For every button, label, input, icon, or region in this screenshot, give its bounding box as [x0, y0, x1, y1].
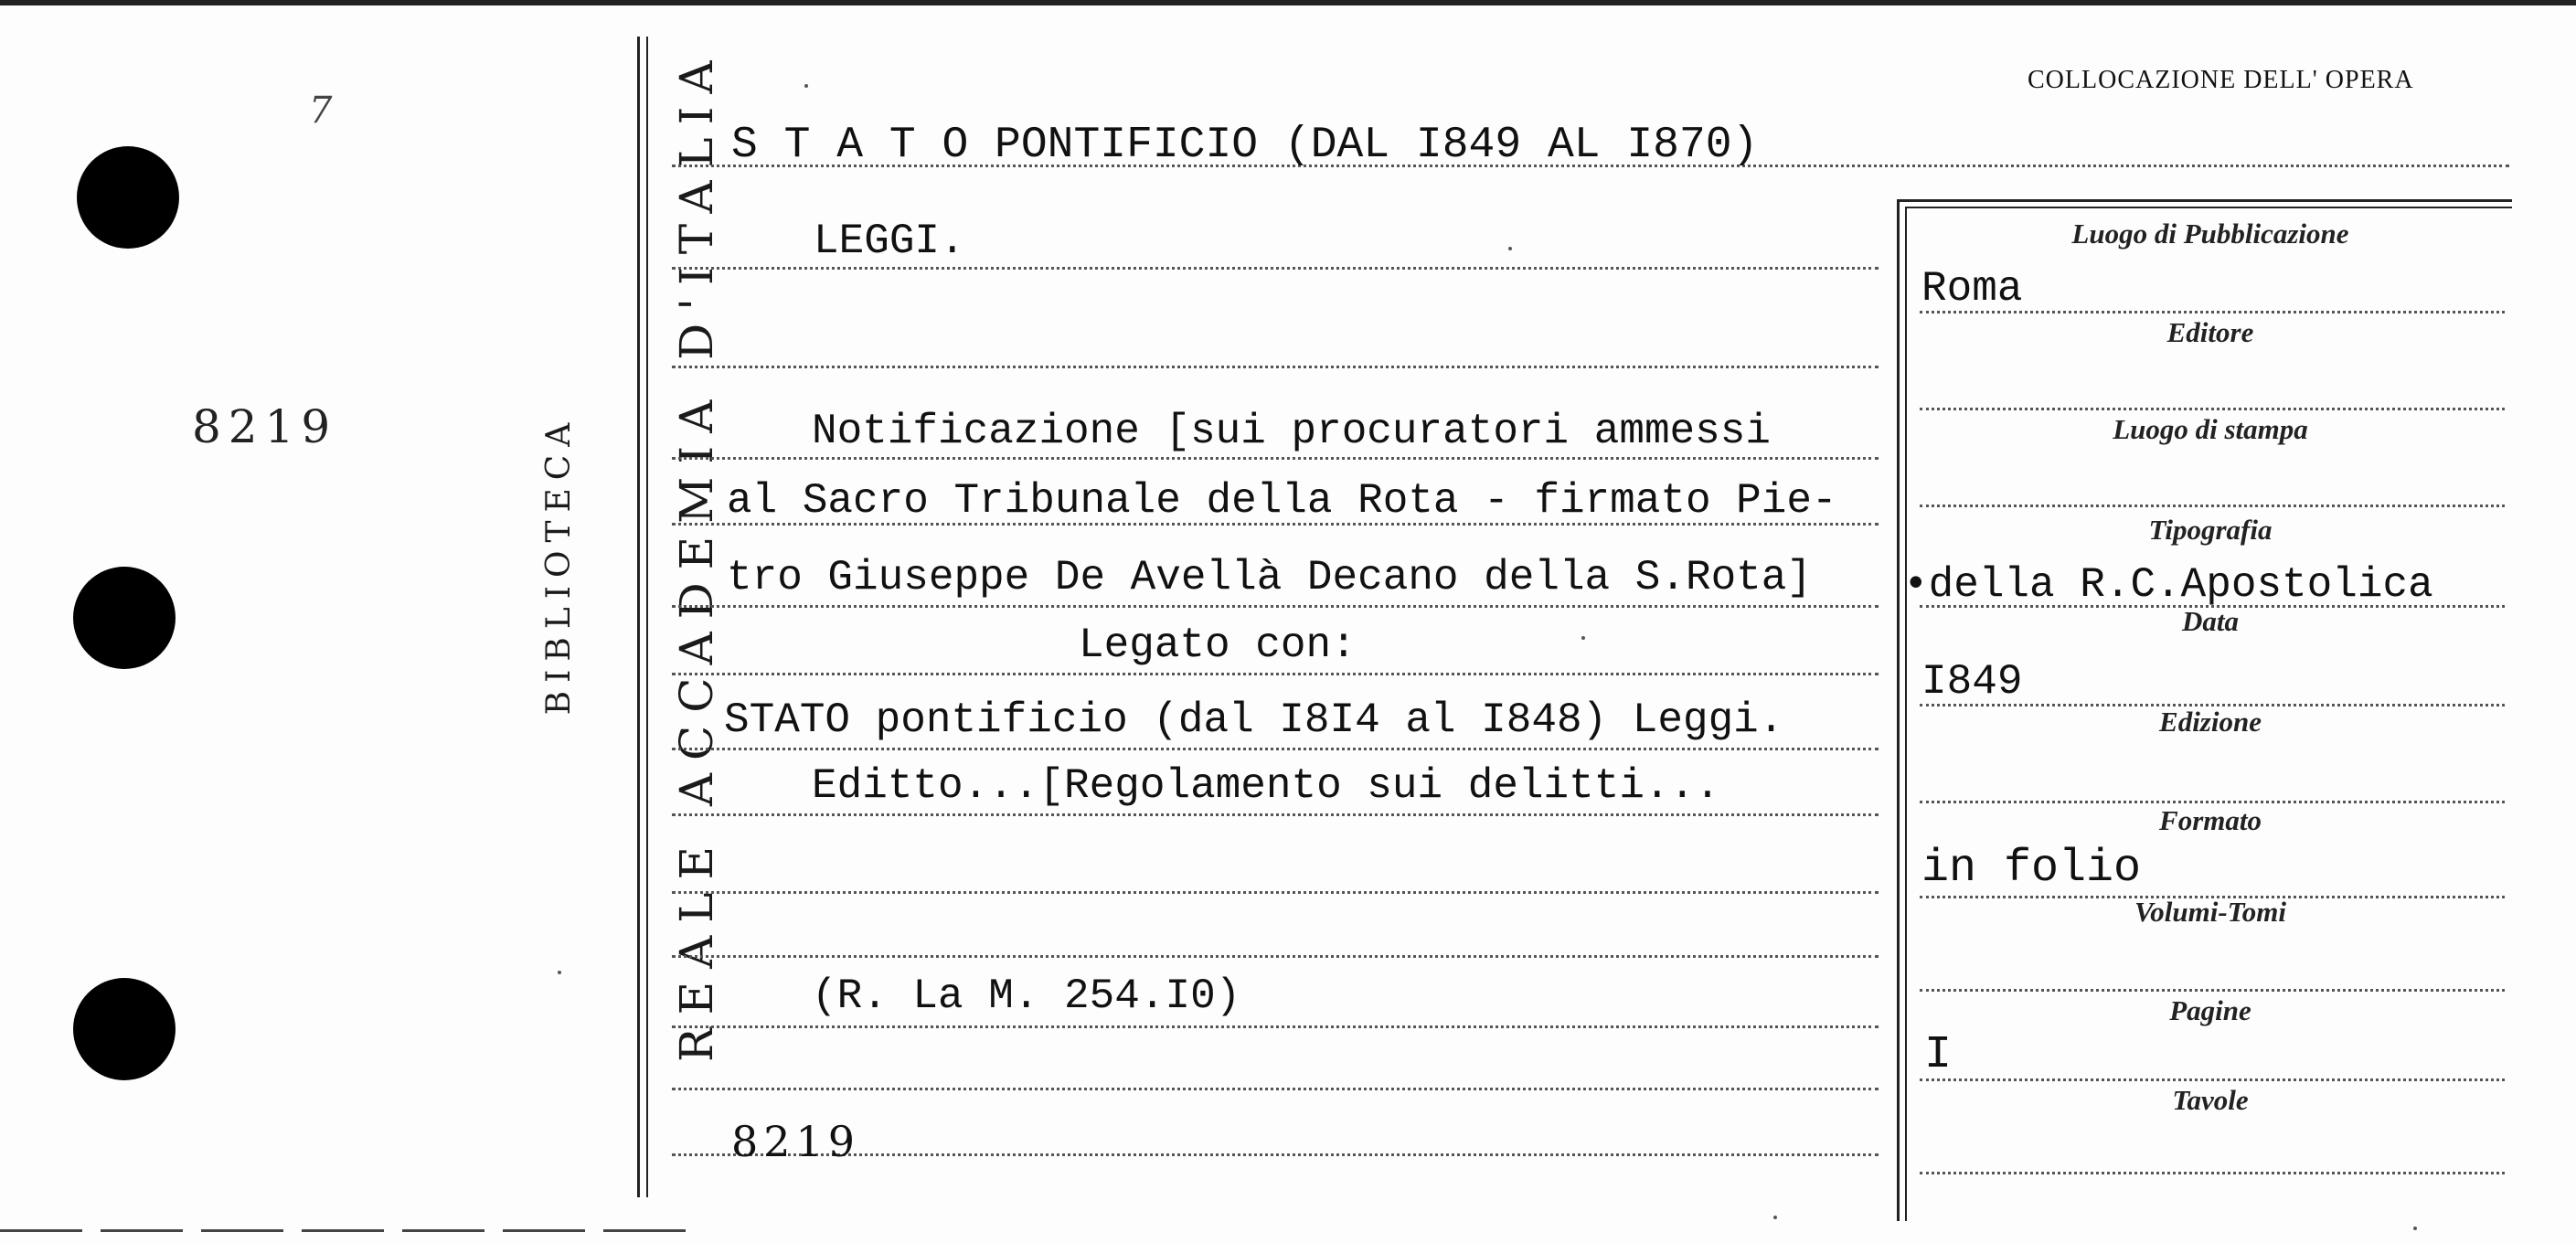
- paper-speck: [558, 971, 561, 974]
- data-label: Data: [2182, 605, 2239, 637]
- field-line: [1920, 1078, 2505, 1081]
- description-line: Legato con:: [1079, 622, 1357, 669]
- luogo-pubblicazione-value: Roma: [1921, 265, 2023, 313]
- description-line: Notificazione [sui procuratori ammessi: [812, 408, 1771, 455]
- subheading-entry: LEGGI.: [814, 218, 965, 265]
- edizione-label: Edizione: [2159, 706, 2262, 738]
- divider-line: [637, 37, 640, 1197]
- pagine-label: Pagine: [2169, 994, 2251, 1026]
- ruled-line: [672, 748, 1879, 750]
- bottom-inventory-number: 8219: [731, 1117, 861, 1166]
- editore-label: Editore: [2166, 316, 2254, 348]
- luogo-stampa-label: Luogo di stampa: [2113, 413, 2308, 445]
- shelfmark: (R. La M. 254.I0): [812, 972, 1241, 1020]
- field-line: [1920, 801, 2505, 803]
- field-line: [1920, 989, 2505, 992]
- library-name: BIBLIOTECA: [540, 414, 578, 716]
- tipografia-label: Tipografia: [2148, 514, 2273, 546]
- pagine-value: I: [1924, 1029, 1953, 1081]
- punch-hole-middle: [73, 567, 176, 669]
- paper-speck: [1773, 1216, 1777, 1219]
- ruled-line: [672, 673, 1879, 675]
- tipografia-value: •della R.C.Apostolica: [1903, 561, 2433, 609]
- divider-line: [646, 37, 648, 1197]
- institution-name: REALE ACCADEMIA D'ITALIA: [670, 48, 723, 1062]
- bottom-edge: [0, 1229, 695, 1232]
- ruled-line: [672, 366, 1879, 368]
- paper-speck: [1581, 636, 1585, 640]
- ruled-line: [672, 813, 1879, 816]
- ruled-line: [672, 267, 1879, 270]
- collocazione-label: COLLOCAZIONE DELL' OPERA: [2028, 66, 2414, 94]
- field-line: [1920, 505, 2505, 507]
- tavole-label: Tavole: [2172, 1084, 2249, 1116]
- formato-value: in folio: [1921, 843, 2142, 895]
- ruled-line: [672, 457, 1879, 460]
- ruled-line: [672, 1025, 1879, 1028]
- heading-entry: S T A T O PONTIFICIO (DAL I849 AL I870): [731, 121, 1759, 170]
- volumi-tomi-label: Volumi-Tomi: [2134, 896, 2286, 928]
- description-line: tro Giuseppe De Avellà Decano della S.Rota]: [727, 554, 1812, 601]
- punch-hole-bottom: [73, 978, 176, 1080]
- ruled-line: [672, 955, 1879, 958]
- description-line: STATO pontificio (dal I8I4 al I848) Leggi.: [724, 696, 1784, 744]
- luogo-pubblicazione-label: Luogo di Pubblicazione: [2071, 218, 2349, 250]
- paper-speck: [2413, 1227, 2417, 1230]
- ruled-line: [672, 891, 1879, 894]
- small-mark: 7: [309, 90, 333, 132]
- description-line: al Sacro Tribunale della Rota - firmato Pie-: [727, 477, 1837, 525]
- paper-speck: [804, 84, 808, 88]
- paper-speck: [1508, 247, 1512, 250]
- field-line: [1920, 1172, 2505, 1174]
- data-value: I849: [1921, 658, 2023, 706]
- formato-label: Formato: [2159, 804, 2262, 836]
- ruled-line: [672, 605, 1879, 608]
- field-line: [1920, 408, 2505, 410]
- top-edge: [0, 0, 2576, 5]
- ruled-line: [672, 1088, 1879, 1090]
- inventory-number: 8219: [192, 400, 338, 453]
- description-line: Editto...[Regolamento sui delitti...: [812, 762, 1720, 810]
- punch-hole-top: [77, 146, 179, 249]
